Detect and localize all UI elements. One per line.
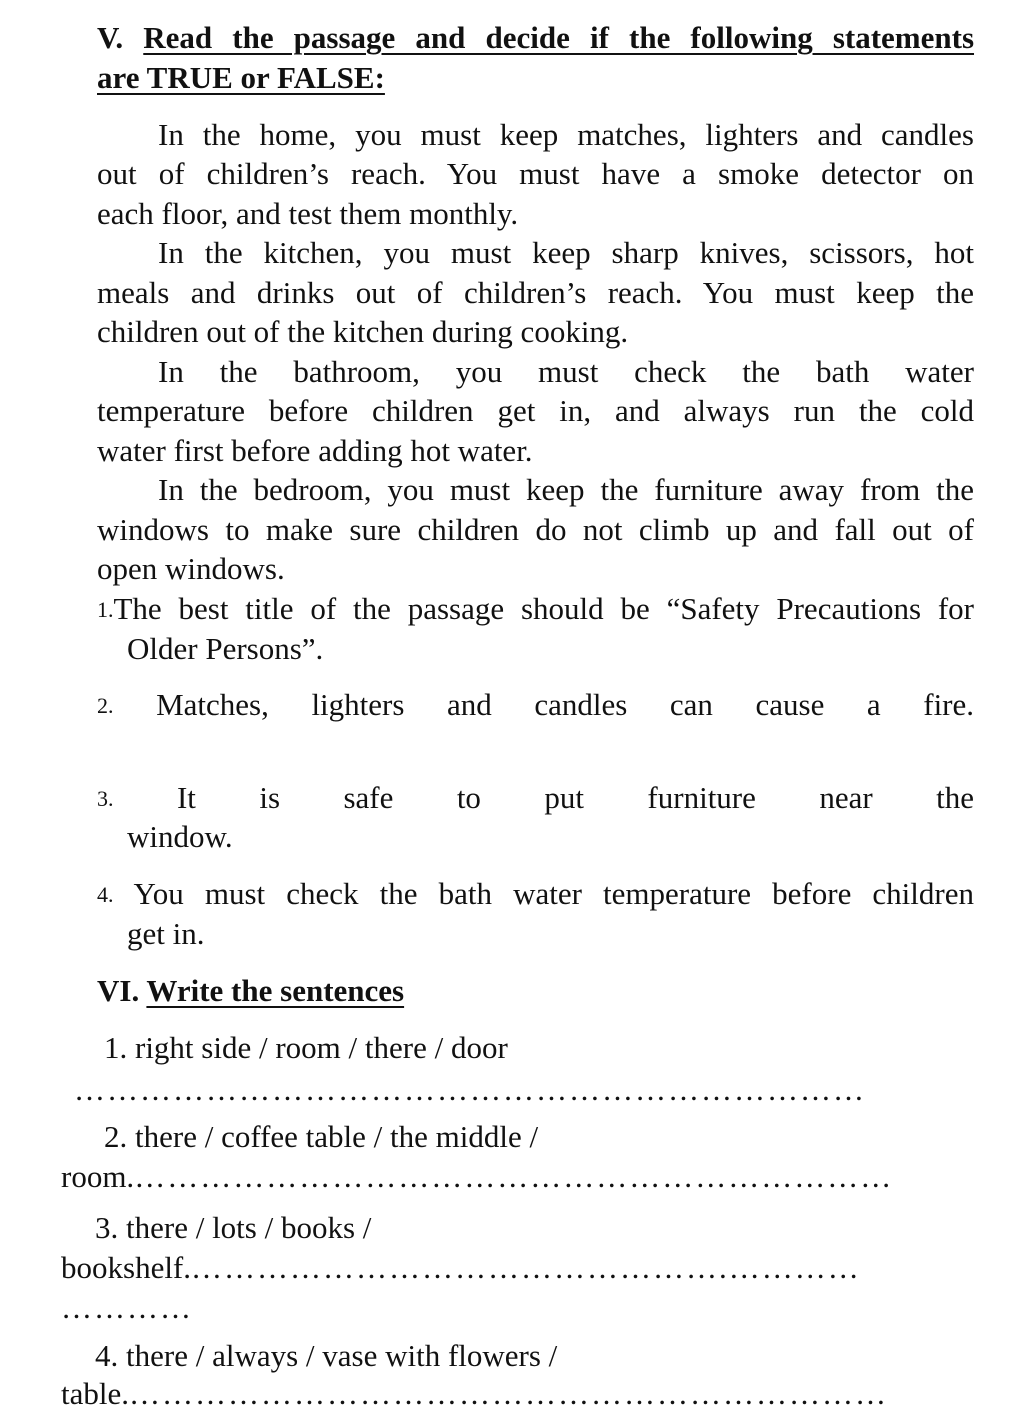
passage-p4-l1: In the bedroom, you must keep the furniture away from the [158,472,974,507]
section-v-roman: V. [97,20,124,55]
item-4-answer-line[interactable]: …………………………………………………………… [129,1376,888,1411]
statement-3-number: 3. [97,786,114,811]
passage-p3-l3: water first before adding hot water. [97,433,533,468]
statement-2-number: 2. [97,693,114,718]
item-3-answer-line-extra[interactable]: ………… [61,1290,193,1325]
statement-4-text-cont: get in. [127,916,205,951]
passage-p2-l3: children out of the kitchen during cooking. [97,314,629,349]
passage-p1-l3: each floor, and test them monthly. [97,196,519,231]
statement-3-text-cont: window. [127,819,233,854]
section-vi-title: Write the sentences [146,973,405,1008]
passage-p4-l3: open windows. [97,551,285,586]
item-3-lead [61,1248,961,1288]
statement-3-text: It is safe to put furniture near the [176,780,974,815]
passage-p2-l2: meals and drinks out of children’s reach. You must keep the [97,275,974,310]
item-4-prompt: 4. there / always / vase with flowers / [95,1338,558,1373]
passage-p4-l2: windows to make sure children do not climb up and fall out of [97,512,974,547]
item-1-prompt: 1. right side / room / there / door [104,1030,508,1065]
passage-p3-l1: In the bathroom, you must check the bath water [158,354,974,389]
statement-4 [97,874,974,915]
section-v-title-line2: are TRUE or FALSE: [97,60,385,95]
item-3-answer-line[interactable]: ………………………………………….………… [191,1250,861,1285]
item-2-prompt: 2. there / coffee table / the middle / [104,1119,539,1154]
item-4-lead [61,1374,901,1414]
section-vi-roman: VI. [97,973,140,1008]
statement-1-text-cont: Older Persons”. [127,631,324,666]
item-2-answer-line[interactable]: …………………………………………………………… [134,1159,894,1194]
item-1-answer-line[interactable]: ……………………………………………………………… [74,1072,866,1107]
passage-p3-l2: temperature before children get in, and always run the cold [97,393,974,428]
statement-2 [97,685,974,726]
statement-1-number: 1. [97,597,114,622]
item-2-lead-text: room. [61,1159,135,1194]
passage-p1-l1: In the home, you must keep matches, lighters and candles [158,117,974,152]
passage-p1-l2: out of children’s reach. You must have a smoke detector on [97,156,974,191]
statement-3 [97,778,974,819]
section-vi-heading [97,971,404,1011]
item-3-lead-text: bookshelf. [61,1250,192,1285]
statement-1-text: The best title of the passage should be “Safety Precautions for [113,591,974,626]
item-2-lead [61,1157,921,1197]
statement-1 [97,589,974,630]
passage-p2-l1: In the kitchen, you must keep sharp knives, scissors, hot [158,235,974,270]
statement-2-text: Matches, lighters and candles can cause a fire. [156,687,975,722]
section-v-heading [97,18,974,58]
statement-4-number: 4. [97,882,114,907]
item-4-lead-text: table. [61,1376,129,1411]
item-3-prompt: 3. there / lots / books / [95,1210,372,1245]
statement-4-text: You must check the bath water temperature before children [133,876,974,911]
section-v-title-line1: Read the passage and decide if the following statements [143,20,975,55]
